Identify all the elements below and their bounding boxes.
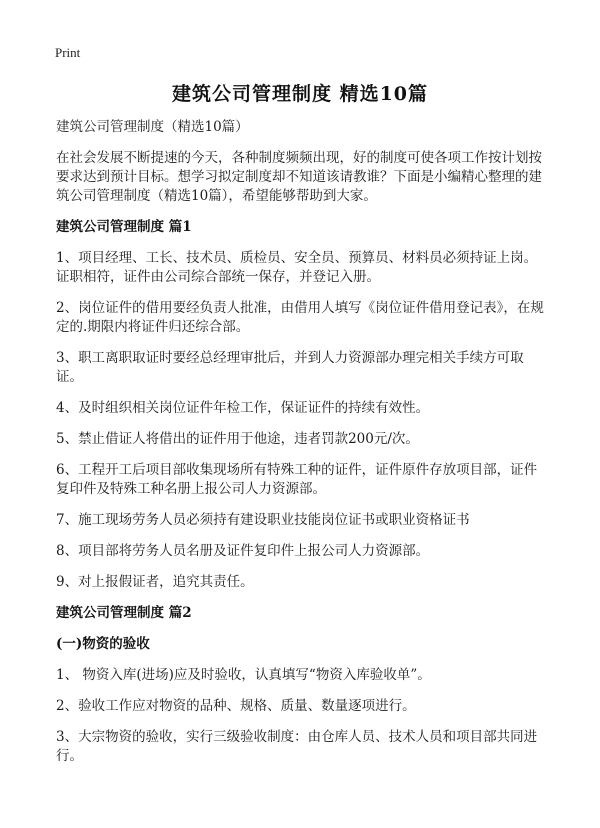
section-heading: 建筑公司管理制度 篇1 xyxy=(56,219,192,235)
list-item: 6、工程开工后项目部收集现场所有特殊工种的证件，证件原件存放项目部，证件复印件及特殊工种名册上报公司人力资源部。 xyxy=(56,462,538,497)
list-item: 4、及时组织相关岗位证件年检工作，保证证件的持续有效性。 xyxy=(56,400,430,416)
document-subtitle: 建筑公司管理制度（精选10篇） xyxy=(56,119,249,135)
document-title: 建筑公司管理制度 精选10篇 xyxy=(171,83,429,105)
list-item: 3、大宗物资的验收，实行三级验收制度：由仓库人员、技术人员和项目部共同进行。 xyxy=(56,729,538,764)
section-heading: 建筑公司管理制度 篇2 xyxy=(56,605,192,621)
sub-heading: (一)物资的验收 xyxy=(56,636,150,652)
intro-paragraph: 在社会发展不断提速的今天，各种制度频频出现，好的制度可使各项工作按计划按要求达到预计目标。想学习拟定制度却不知道该请教谁？下面是小编精心整理的建筑公司管理制度（精选10篇），希望能够帮助到大家。 xyxy=(56,150,542,204)
list-item: 9、对上报假证者，追究其责任。 xyxy=(56,574,254,590)
list-item: 2、验收工作应对物资的品种、规格、质量、数量逐项进行。 xyxy=(56,698,416,714)
document-body xyxy=(56,118,550,766)
list-item: 7、施工现场劳务人员必须持有建设职业技能岗位证书或职业资格证书 xyxy=(56,512,470,528)
list-item: 2、岗位证件的借用要经负责人批准，由借用人填写《岗位证件借用登记表》，在规定的.期限内将证件归还综合部。 xyxy=(56,300,544,335)
list-item: 5、禁止借证人将借出的证件用于他途，违者罚款200元/次。 xyxy=(56,431,419,447)
print-label: Print xyxy=(55,45,81,60)
list-item: 1、 物资入库(进场)应及时验收，认真填写“物资入库验收单”。 xyxy=(56,667,431,683)
list-item: 8、项目部将劳务人员名册及证件复印件上报公司人力资源部。 xyxy=(56,543,430,559)
list-item: 3、职工离职取证时要经总经理审批后，并到人力资源部办理完相关手续方可取证。 xyxy=(56,350,524,385)
list-item: 1、项目经理、工长、技术员、质检员、安全员、预算员、材料员必须持证上岗。证职相符，证件由公司综合部统一保存，并登记入册。 xyxy=(56,250,538,285)
